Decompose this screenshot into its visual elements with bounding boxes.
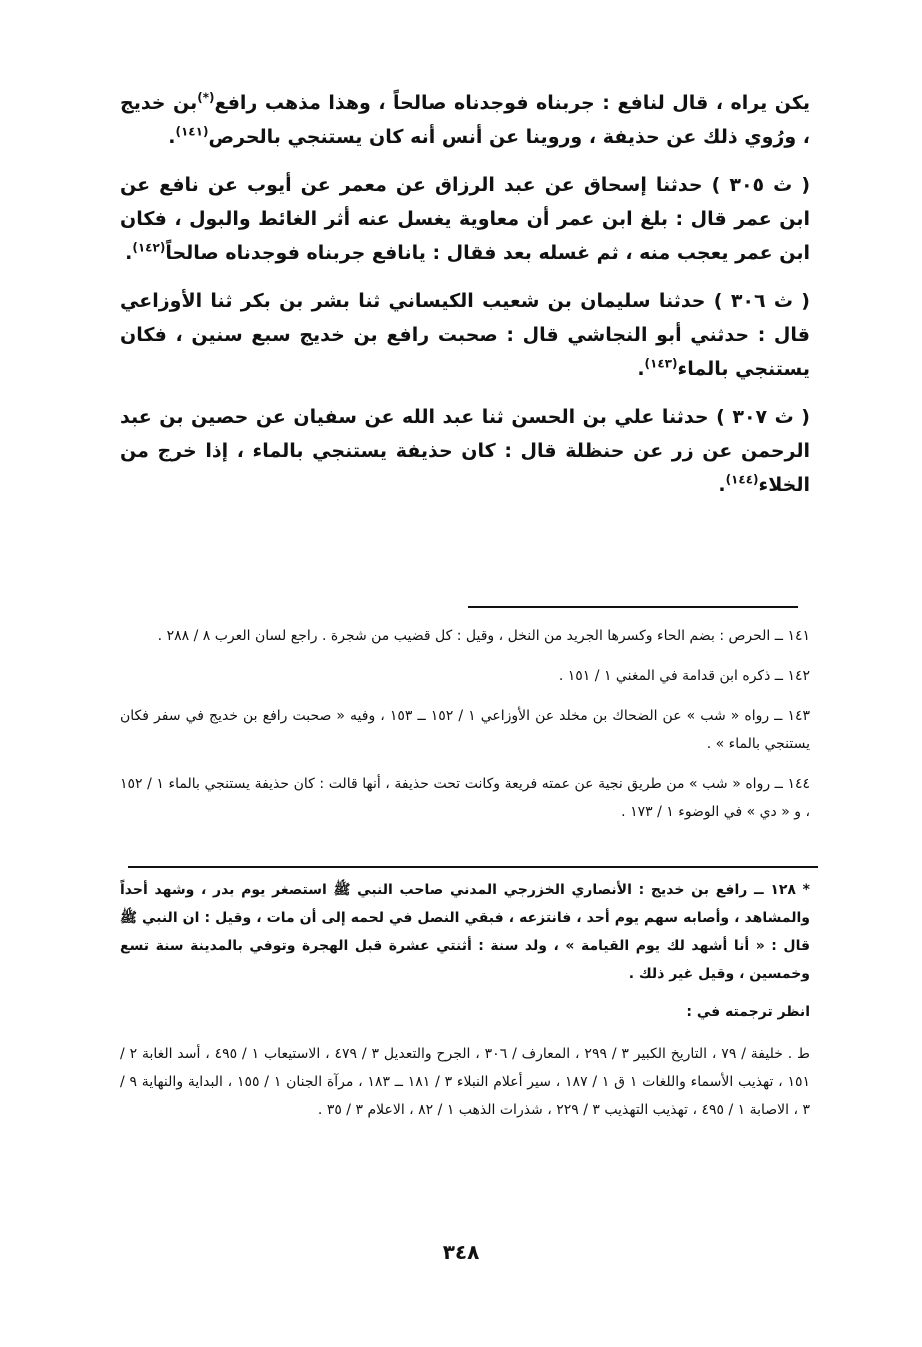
paragraph-text: . [168,126,176,148]
paragraph-2 [120,168,810,270]
biography-text: * ١٢٨ ــ رافع بن خديج : الأنصاري الخزرجي المدني صاحب النبي ﷺ استصغر يوم بدر ، وشهد أحداً والمشاهد ، وأصابه سهم يوم أحد ، فانتزعه ، فبقي النصل في لحمه إلى أن مات ، وقيل : ان النبي ﷺ قال : « أنا أشهد لك يوم القيامة » ، ولد سنة : أثنتي عشرة قبل الهجرة وتوفي بالمدينة سنة تسع وخمسين ، وقيل غير ذلك . [120,882,810,982]
footnote-separator [468,606,798,608]
paragraph-text: . [125,242,133,264]
footnote-marker: (١٤٣) [644,356,678,371]
paragraph-1 [120,86,810,154]
footnote-marker: (١٤٢) [132,240,166,255]
footnote-144: ١٤٤ ــ رواه « شب » من طريق نجية عن عمته فريعة وكانت تحت حذيفة ، أنها قالت : كان حذيفة يستنجي بالماء ١ / ١٥٢ ، و « دي » في الوضوء ١ / ١٧٣ . [120,776,810,820]
references-list: ط . خليفة / ٧٩ ، التاريخ الكبير ٣ / ٢٩٩ ، المعارف / ٣٠٦ ، الجرح والتعديل ٣ / ٤٧٩ ، الاستيعاب ١ / ٤٩٥ ، أسد الغابة ٢ / ١٥١ ، تهذيب الأسماء واللغات ١ ق ١ / ١٨٧ ، سير أعلام النبلاء ٣ / ١٨١ ــ ١٨٣ ، مرآة الجنان ١ / ١٥٥ ، البداية والنهاية ٩ / ٣ ، الاصابة ١ / ٤٩٥ ، تهذيب التهذيب ٣ / ٢٢٩ ، شذرات الذهب ١ / ٨٢ ، الاعلام ٣ / ٣٥ . [120,1046,810,1118]
footnote-141: ١٤١ ــ الحرص : بضم الحاء وكسرها الجريد من النخل ، وقيل : كل قضيب من شجرة . راجع لسان العرب ٨ / ٢٨٨ . [157,628,810,644]
footnote-marker: (١٤٤) [725,472,759,487]
biography-note [120,876,810,1134]
footnotes [120,622,810,838]
paragraph-4 [120,400,810,502]
references-intro: انظر ترجمته في : [686,1004,810,1020]
footnote-142: ١٤٢ ــ ذكره ابن قدامة في المغني ١ / ١٥١ . [558,668,810,684]
page-number: ٣٤٨ [442,1240,480,1264]
main-text [120,86,810,516]
footnote-marker: (١٤١) [175,124,209,139]
paragraph-text: بن خديج ، ورُوي ذلك عن حذيفة ، وروينا عن أنس أنه كان يستنجي بالحرص [120,92,810,148]
paragraph-text: ( ث ٣٠٧ ) حدثنا علي بن الحسن ثنا عبد الله عن سفيان عن حصين بن عبد الرحمن عن زر عن حنظلة قال : كان حذيفة يستنجي بالماء ، إذا خرج من الخلاء [120,406,810,496]
paragraph-text: ( ث ٣٠٦ ) حدثنا سليمان بن شعيب الكيساني ثنا بشر بن بكر ثنا الأوزاعي قال : حدثني أبو النجاشي قال : صحبت رافع بن خديج سبع سنين ، فكان يستنجي بالماء [120,290,810,380]
paragraph-3 [120,284,810,386]
bio-separator [128,866,818,868]
paragraph-text: يكن يراه ، قال لنافع : جربناه فوجدناه صالحاً ، وهذا مذهب رافع [214,92,811,114]
footnote-marker: (*) [197,90,215,105]
paragraph-text: . [718,474,726,496]
paragraph-text: . [637,358,645,380]
footnote-143: ١٤٣ ــ رواه « شب » عن الضحاك بن مخلد عن الأوزاعي ١ / ١٥٢ ــ ١٥٣ ، وفيه « صحبت رافع بن خديج في سفر فكان يستنجي بالماء » . [120,708,811,752]
paragraph-text: ( ث ٣٠٥ ) حدثنا إسحاق عن عبد الرزاق عن معمر عن أيوب عن نافع عن ابن عمر قال : بلغ ابن عمر أن معاوية يغسل عنه أثر الغائط والبول ، فكان ابن عمر يعجب منه ، ثم غسله بعد فقال : يانافع جربناه فوجدناه صالحاً [120,174,811,264]
